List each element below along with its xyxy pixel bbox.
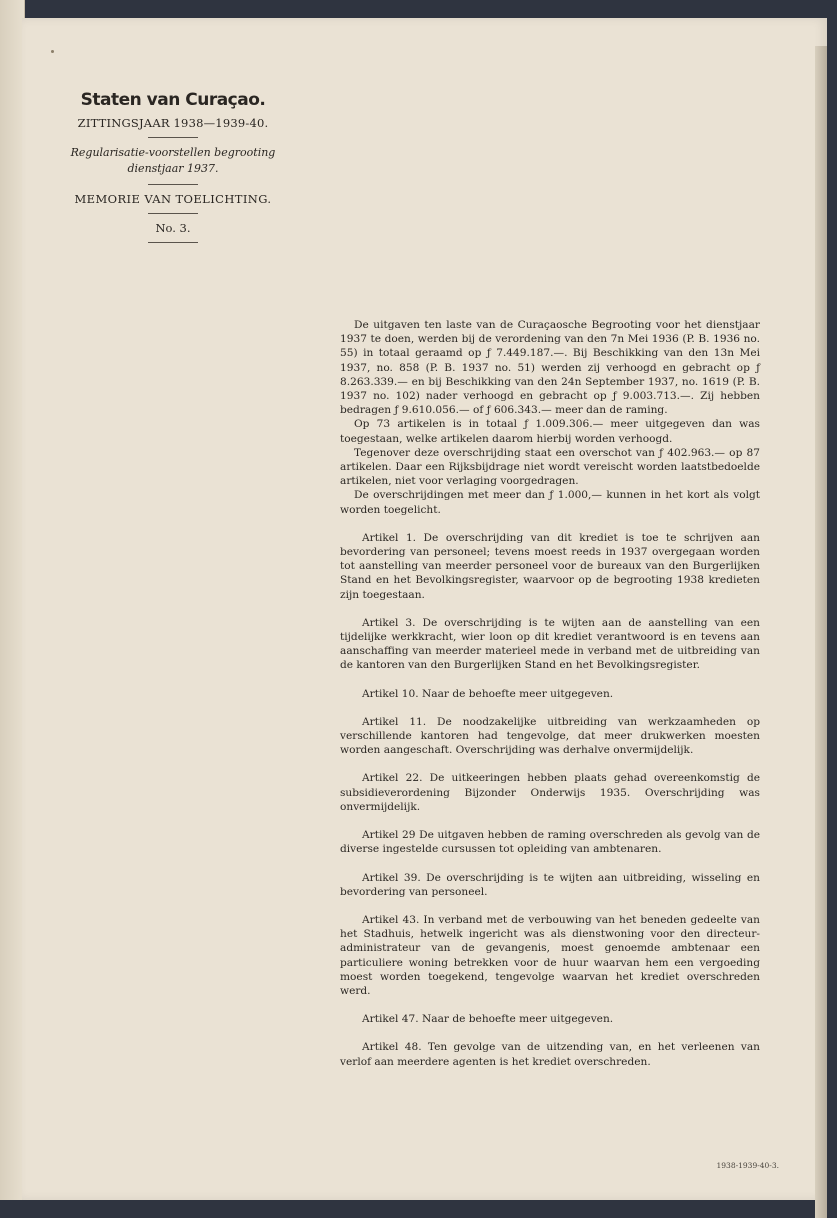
- document-subject: Regularisatie-voorstellen begrooting dienstjaar 1937.: [70, 146, 276, 175]
- article-paragraph: Artikel 3. De overschrijding is te wijten aan de aanstelling van een tijdelijke werkkracht, wier loon op dit krediet verantwoord is en tevens aan aanschaffing van meerder materieel mede in verband met de uitbreiding van de kantoren van den Burgerlijken Stand en het Bevolkingsregister.: [340, 616, 760, 672]
- article-paragraph: Artikel 43. In verband met de verbouwing van het beneden gedeelte van het Stadhuis, hetwelk ingericht was als dienstwoning voor den directeur-administrateur van de gevangenis, moest genoemde ambtenaar een particuliere woning betrekken voor de huur waarvan hem een vergoeding moest worden toegekend, tengevolge waarvan het krediet overschreden werd.: [340, 913, 760, 997]
- article-paragraph: Artikel 39. De overschrijding is te wijten aan uitbreiding, wisseling en bevordering van personeel.: [340, 871, 760, 898]
- document-number: No. 3.: [155, 221, 191, 235]
- document-title: Staten van Curaçao.: [80, 90, 266, 110]
- page-footer-code: 1938-1939-40-3.: [716, 1161, 779, 1170]
- article-paragraph: Artikel 29 De uitgaven hebben de raming overschreden als gevolg van de diverse ingestelde cursussen tot opleiding van ambtenaren.: [340, 829, 760, 856]
- session-year: ZITTINGSJAAR 1938—1939-40.: [77, 116, 269, 130]
- article-paragraph: Artikel 48. Ten gevolge van de uitzending van, en het verleenen van verlof aan meerdere agenten is het krediet overschreden.: [340, 1041, 760, 1068]
- header-divider: [148, 184, 198, 185]
- article-paragraph: Artikel 10. Naar de behoefte meer uitgegeven.: [362, 687, 614, 700]
- intro-paragraph: Tegenover deze overschrijding staat een overschot van ƒ 402.963.— op 87 artikelen. Daar een Rijksbijdrage niet wordt vereischt worden laatstbedoelde artikelen, niet voor verlaging voorgedragen.: [340, 446, 760, 488]
- article-paragraph: Artikel 47. Naar de behoefte meer uitgegeven.: [362, 1013, 614, 1026]
- body-text: [340, 318, 760, 1083]
- intro-paragraph: Op 73 artikelen is in totaal ƒ 1.009.306.— meer uitgegeven dan was toegestaan, welke artikelen daarom hierbij worden verhoogd.: [340, 418, 760, 445]
- page-edge: [815, 46, 827, 1218]
- paper-speck: [51, 50, 54, 53]
- article-paragraph: Artikel 11. De noodzakelijke uitbreiding van werkzaamheden op verschillende kantoren had tengevolge, dat meer drukwerken moesten worden aangeschaft. Overschrijding was derhalve onvermijdelijk.: [340, 715, 760, 757]
- memo-heading: MEMORIE VAN TOELICHTING.: [74, 192, 272, 206]
- article-paragraph: Artikel 22. De uitkeeringen hebben plaats gehad overeenkomstig de subsidieverordening Bijzonder Onderwijs 1935. Overschrijding was onvermijdelijk.: [340, 772, 760, 813]
- header-divider: [148, 213, 198, 214]
- article-paragraph: Artikel 1. De overschrijding van dit krediet is toe te schrijven aan bevordering van personeel; tevens moest reeds in 1937 overgegaan worden tot aanstelling van meerder personeel voor de bureaux van den Burgerlijken Stand en het Bevolkingsregister, waarvoor op de begrooting 1938 kredieten zijn toegestaan.: [340, 531, 760, 601]
- intro-paragraph: De uitgaven ten laste van de Curaçaosche Begrooting voor het dienstjaar 1937 te doen, werden bij de verordening van den 7n Mei 1936 (P. B. 1936 no. 55) in totaal geraamd op ƒ 7.449.187.—. Bij Beschikking van den 13n Mei 1937, no. 858 (P. B. 1937 no. 51) werden zij verhoogd en gebracht op ƒ 8.263.339.— en bij Beschikking van den 24n September 1937, no. 1619 (P. B. 1937 no. 102) nader verhoogd en gebracht op ƒ 9.003.713.—. Zij hebben bedragen ƒ 9.610.056.— of ƒ 606.343.— meer dan de raming.: [340, 319, 760, 417]
- header-divider: [148, 137, 198, 138]
- intro-paragraph: De overschrijdingen met meer dan ƒ 1.000,— kunnen in het kort als volgt worden toegelicht.: [340, 489, 760, 516]
- document-header: [58, 90, 288, 250]
- header-divider: [148, 242, 198, 243]
- intro-section: [340, 318, 760, 517]
